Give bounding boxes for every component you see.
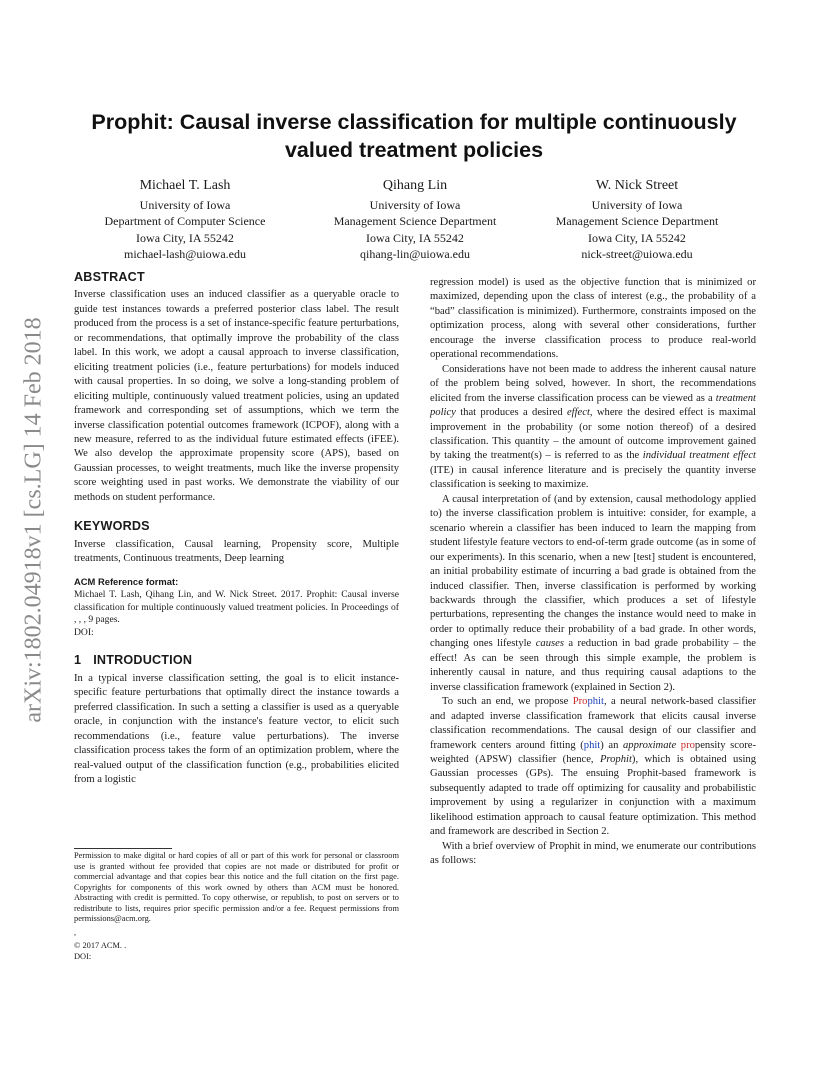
phit-highlight: phit — [583, 739, 601, 751]
author-location: Iowa City, IA 55242 — [588, 230, 686, 245]
prophit-term: Prophit — [599, 753, 632, 765]
author-affiliation: University of Iowa — [369, 198, 461, 212]
introduction-heading — [74, 653, 399, 667]
section-number: 1 — [74, 653, 82, 668]
author-name: Qihang Lin — [382, 178, 448, 193]
keywords-text: Inverse classification, Causal learning, Propensity score, Multiple treatments, Continuous treatments, Deep learning — [74, 538, 399, 565]
footnote-doi: DOI: — [74, 951, 92, 961]
left-column — [74, 270, 399, 788]
copyright-notice: © 2017 ACM. . — [74, 941, 127, 950]
section-title: INTRODUCTION — [93, 653, 193, 668]
author-department: Management Science Department — [333, 214, 497, 229]
author-name: Michael T. Lash — [139, 178, 231, 193]
keywords-heading: KEYWORDS — [74, 519, 150, 534]
author-email[interactable]: qihang-lin@uiowa.edu — [359, 247, 471, 262]
footnote — [74, 851, 399, 962]
author-2 — [300, 176, 530, 263]
intro-left-text: In a typical inverse classification setting, the goal is to elicit instance-specific feature perturbations that optimally direct the instance towards a preferred classification. In such a setting a classifier is used as a queryable oracle, in conjunction with the instance's feature vector, to elicit such recommendations (i.e., feature value perturbations). The inverse classification process takes the form of an optimization problem, where the real-valued output of the classification function (e.g., probabilities elicited from a logistic — [74, 672, 399, 786]
author-email[interactable]: michael-lash@uiowa.edu — [123, 247, 246, 262]
permission-notice: Permission to make digital or hard copies of all or part of this work for personal or classroom use is granted without fee provided that copies are not made or distributed for profit or commercial advantage and that copies bear this notice and the full citation on the first page. Copyrights for components of this work owned by others than ACM must be honored. Abstracting with credit is permitted. To copy otherwise, or republish, to post on servers or to redistribute to lists, requires prior specific permission and/or a fee. Request permissions from permissions@acm.org. — [74, 851, 399, 923]
author-location: Iowa City, IA 55242 — [366, 230, 464, 245]
causes-term: causes — [535, 638, 564, 650]
author-name: W. Nick Street — [595, 178, 679, 193]
author-location: Iowa City, IA 55242 — [136, 230, 234, 245]
treatment-policy-term: treatment policy — [430, 392, 756, 419]
intro-paragraph-4: To such an end, we propose Prophit, a neural network-based classifier and adapted inverse classification framework that elicits causal inverse classification recommendations. The causal design of our classifier and framework centers around fitting (phit) an approximate propensity score-weighted (APSW) classifier (hence, Prophit), which is obtained using Gaussian processes (GPs). The ensuing Prophit-based framework is subsequently adapted to trade off optimizing for causality and probabilistic improvement by using a regularizer in conjunction with a maximum likelihood estimation approach to causal feature optimization. This method and framework are described in Section 2. — [430, 696, 756, 838]
acm-reference-text: Michael T. Lash, Qihang Lin, and W. Nick Street. 2017. Prophit: Causal inverse classification for multiple continuously valued treatment policies. In Proceedings of , , , 9 pages. — [74, 589, 399, 626]
abstract-text: Inverse classification uses an induced classifier as a queryable oracle to guide test instances towards a preferred posterior class label. The result produced from the process is a set of instance-specific feature perturbations, or recommendations, that optimally improve the probability of the class label. In this work, we adopt a causal approach to inverse classification, eliciting treatment policies (i.e., feature perturbations) for models induced with causal properties. In so doing, we solve a long-standing problem of eliciting multiple, continuously valued treatment policies, using an updated framework and corresponding set of assumptions, which we term the inverse classification potential outcomes framework (ICPOF), along with a new measure, referred to as the individual future estimated effects (iFEE). We also develop the approximate propensity score (APS), based on Gaussian processes, to weight treatments, much like the inverse propensity score weighting used in past works. We demonstrate the viability of our methods on student performance. — [74, 289, 399, 503]
prophit-phit-highlight: phit — [587, 696, 604, 708]
abstract-heading: ABSTRACT — [74, 270, 145, 284]
effect-term: effect — [566, 407, 590, 419]
footnote-mark: , — [74, 927, 77, 937]
arxiv-id[interactable]: arXiv:1802.04918v1 [cs.LG] 14 Feb 2018 — [20, 317, 47, 723]
right-column — [430, 276, 756, 869]
ite-term: individual treatment effect — [642, 450, 757, 462]
approximate-term: approximate — [623, 739, 677, 751]
pro-highlight: pro — [680, 739, 695, 751]
paper-title: Prophit: Causal inverse classification for multiple continuously valued treatment policies — [91, 110, 737, 162]
intro-paragraph-5: With a brief overview of Prophit in mind, we enumerate our contributions as follows: — [430, 840, 756, 867]
author-department: Department of Computer Science — [104, 214, 266, 229]
author-3 — [522, 176, 752, 263]
author-1 — [70, 176, 300, 263]
acm-reference-heading: ACM Reference format: — [74, 575, 179, 587]
footnote-divider — [74, 848, 172, 849]
acm-reference-doi: DOI: — [74, 626, 94, 638]
author-email[interactable]: nick-street@uiowa.edu — [581, 247, 693, 262]
intro-paragraph-1: regression model) is used as the objective function that is minimized or maximized, depending upon the class of interest (e.g., the probability of a “bad” classification is minimized). Furthermore, constraints imposed on the optimization process, along with several other considerations, further encourage the inverse classification process to produce real-world operational recommendations. — [430, 277, 756, 361]
intro-paragraph-3: A causal interpretation of (and by extension, causal methodology applied to) the inverse classification problem is intuitive: consider, for example, a scenario wherein a classifier has been induced to learn the mapping from student lifestyle feature vectors to end-of-term grade outcome (as in some of our experiments). In this scenario, when a new [test] student is encountered, an initial probability estimate of incurring a bad grade is obtained from the induced classifier. Then, inverse classification is performed by working backwards through the classifier, which produces a set of lifestyle perturbations, representing the changes the instance would need to make in order to optimally reduce their probability of a bad grade. In other words, changing ones lifestyle causes a reduction in bad grade probability – the effect! As can be seen through this simple example, the problem is inherently causal in nature, and thus requiring causal adaptions to the inverse classification framework (explained in Section 2). — [430, 493, 756, 693]
author-affiliation: University of Iowa — [139, 198, 231, 212]
author-department: Management Science Department — [555, 214, 719, 229]
intro-paragraph-2: Considerations have not been made to address the inherent causal nature of the problem being solved, however. In short, the recommendations elicited from the inverse classification process can be viewed as a treatment policy that produces a desired effect, where the desired effect is maximal improvement in the probability (or some notion thereof) of a desired classification. This quantity – the amount of outcome improvement gained by taking the treatment(s) – is referred to as the individual treatment effect (ITE) in causal inference literature and is precisely the quantity inverse classification is seeking to maximize. — [430, 363, 757, 491]
prophit-pro-highlight: Pro — [572, 696, 588, 708]
author-affiliation: University of Iowa — [591, 198, 683, 212]
